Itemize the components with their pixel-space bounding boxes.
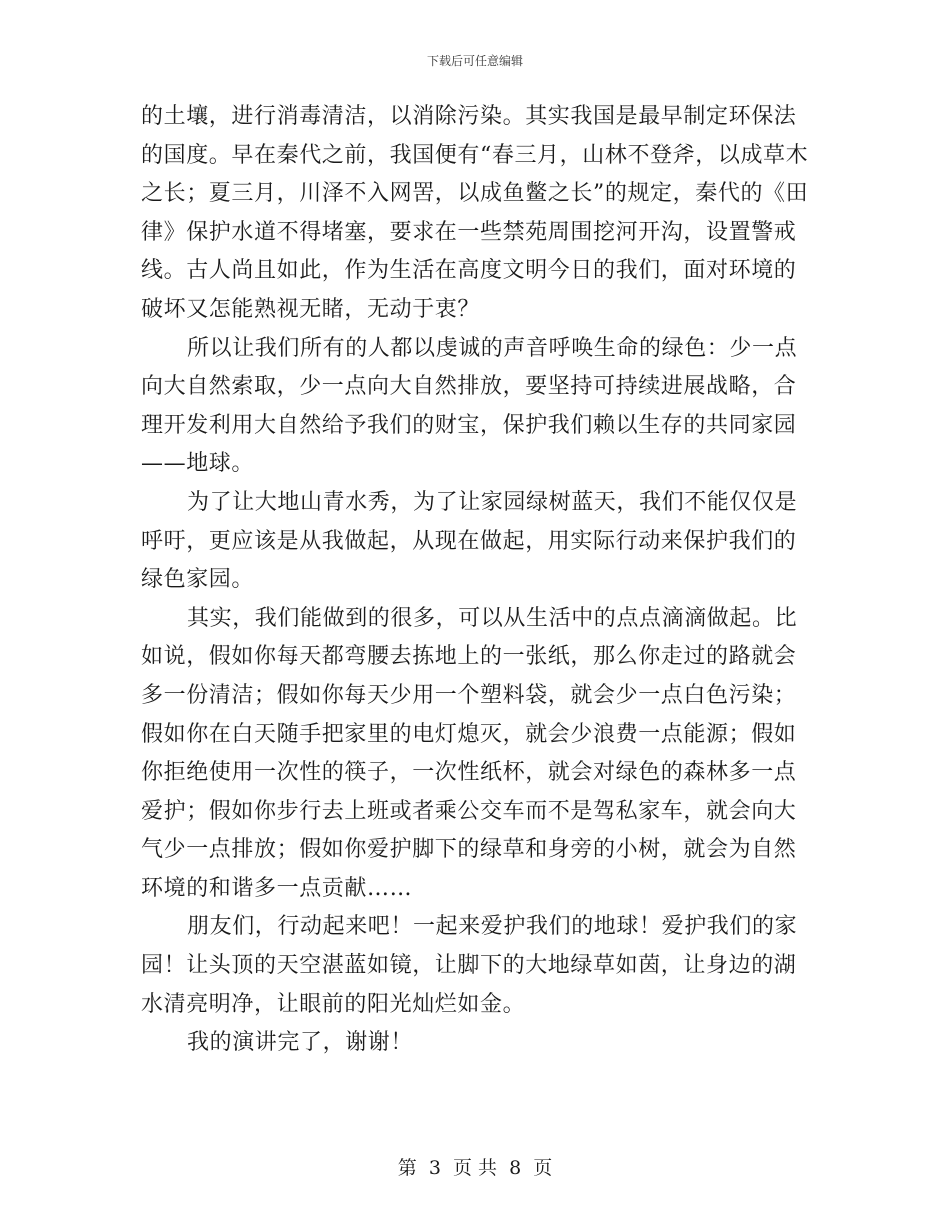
footer-current-page: 3 bbox=[428, 1157, 441, 1179]
paragraph-5: 朋友们，行动起来吧！一起来爱护我们的地球！爱护我们的家园！让头顶的天空湛蓝如镜，让脚下的大地绿草如茵，让身边的湖水清亮明净，让眼前的阳光灿烂如金。 bbox=[141, 914, 798, 1017]
document-body bbox=[141, 98, 811, 1063]
page-header: 下载后可任意编辑 bbox=[426, 54, 523, 68]
footer-suffix: 页 bbox=[533, 1157, 553, 1179]
footer-middle: 页 共 bbox=[452, 1157, 498, 1179]
paragraph-1: 的土壤，进行消毒清洁，以消除污染。其实我国是最早制定环保法的国度。早在秦代之前，我国便有“春三月，山林不登斧，以成草木之长；夏三月，川泽不入网罟，以成鱼鳖之长”的规定，秦代的《田律》保护水道不得堵塞，要求在一些禁苑周围挖河开沟，设置警戒线。古人尚且如此，作为生活在高度文明今日的我们，面对环境的破坏又怎能熟视无睹，无动于衷？ bbox=[141, 104, 809, 322]
footer-total-pages: 8 bbox=[509, 1157, 522, 1179]
paragraph-3: 为了让大地山青水秀，为了让家园绿树蓝天，我们不能仅仅是呼吁，更应该是从我做起，从现在做起，用实际行动来保护我们的绿色家园。 bbox=[141, 489, 798, 593]
footer-prefix: 第 bbox=[397, 1157, 417, 1179]
paragraph-2: 所以让我们所有的人都以虔诚的声音呼唤生命的绿色：少一点向大自然索取，少一点向大自然排放，要坚持可持续进展战略，合理开发利用大自然给予我们的财宝，保护我们赖以生存的共同家园——地球。 bbox=[141, 335, 798, 477]
paragraph-6: 我的演讲完了，谢谢！ bbox=[187, 1030, 414, 1056]
paragraph-4: 其实，我们能做到的很多，可以从生活中的点点滴滴做起。比如说，假如你每天都弯腰去拣地上的一张纸，那么你走过的路就会多一份清洁；假如你每天少用一个塑料袋，就会少一点白色污染；假如你在白天随手把家里的电灯熄灭，就会少浪费一点能源；假如你拒绝使用一次性的筷子，一次性纸杯，就会对绿色的森林多一点爱护；假如你步行去上班或者乘公交车而不是驾私家车，就会向大气少一点排放；假如你爱护脚下的绿草和身旁的小树，就会为自然环境的和谐多一点贡献…… bbox=[141, 605, 798, 901]
page-footer bbox=[0, 1153, 950, 1180]
